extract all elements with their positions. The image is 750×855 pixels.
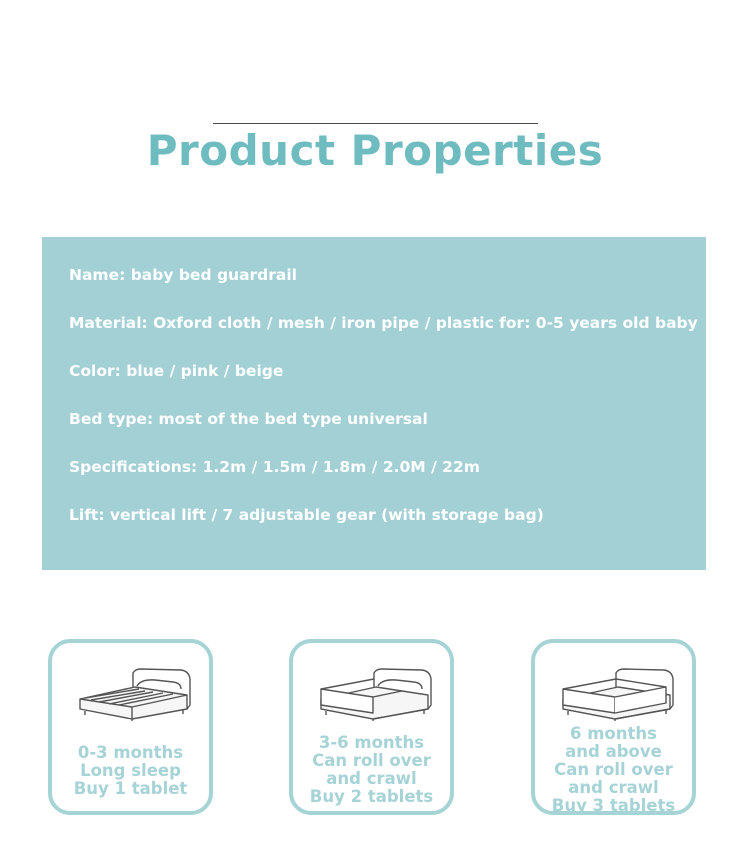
- caption-line: and crawl: [568, 778, 659, 797]
- property-name: Name: baby bed guardrail: [69, 266, 297, 284]
- caption-line: 6 months: [570, 724, 657, 743]
- bed-full-rail-icon: [560, 665, 678, 721]
- property-lift: Lift: vertical lift / 7 adjustable gear (with storage bag): [69, 506, 544, 524]
- bed-one-rail-icon: [318, 665, 436, 721]
- stage-caption-2: [293, 734, 450, 806]
- stage-card-3: [531, 639, 696, 815]
- property-specifications: Specifications: 1.2m / 1.5m / 1.8m / 2.0M / 22m: [69, 458, 480, 476]
- property-color: Color: blue / pink / beige: [69, 362, 284, 380]
- caption-line: Can roll over: [312, 751, 431, 770]
- stage-caption-3: [535, 725, 692, 815]
- caption-line: Buy 2 tablets: [309, 787, 434, 806]
- caption-line: Can roll over: [554, 760, 673, 779]
- caption-line: Buy 1 tablet: [73, 779, 188, 798]
- stage-card-2: [289, 639, 454, 815]
- property-bed-type: Bed type: most of the bed type universal: [69, 410, 428, 428]
- stage-card-1: [48, 639, 213, 815]
- stage-caption-1: [52, 744, 209, 798]
- caption-line: and above: [565, 742, 662, 761]
- caption-line: Long sleep: [80, 761, 181, 780]
- property-material: Material: Oxford cloth / mesh / iron pipe / plastic for: 0-5 years old baby: [69, 314, 698, 332]
- bed-icon: [77, 665, 195, 721]
- caption-line: and crawl: [326, 769, 417, 788]
- caption-line: 0-3 months: [77, 743, 184, 762]
- properties-panel: [42, 237, 706, 570]
- page-title: Product Properties: [146, 126, 604, 175]
- caption-line: Buy 3 tablets: [551, 796, 676, 815]
- title-divider: [213, 123, 538, 124]
- caption-line: 3-6 months: [318, 733, 425, 752]
